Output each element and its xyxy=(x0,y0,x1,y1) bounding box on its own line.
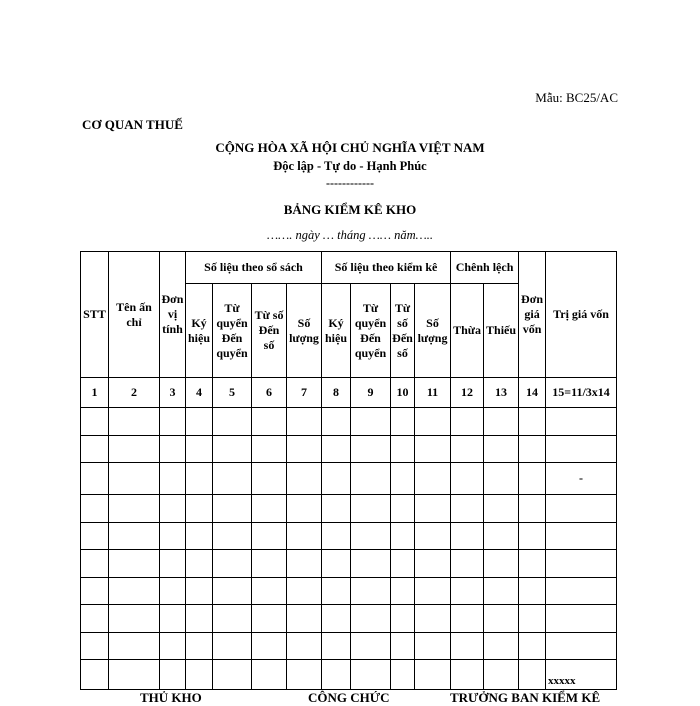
group-header-books: Số liệu theo sổ sách xyxy=(186,252,322,284)
group-header-count: Số liệu theo kiểm kê xyxy=(322,252,451,284)
group-header-diff: Chênh lệch xyxy=(451,252,519,284)
agency-name: CƠ QUAN THUẾ xyxy=(82,117,183,132)
col-number: 3 xyxy=(160,378,186,408)
books-qty-header: Số lượng xyxy=(287,284,322,378)
table-row xyxy=(81,463,617,495)
col-header-unit: Đơn vị tính xyxy=(160,252,186,378)
column-number-row xyxy=(81,378,617,408)
books-book-range-header xyxy=(213,284,252,378)
total-x-value: xxxxx xyxy=(546,660,617,690)
col-header-stt: STT xyxy=(81,252,109,378)
table-row xyxy=(81,495,617,523)
diff-surplus-header: Thừa xyxy=(451,284,484,378)
col-header-total: Trị giá vốn xyxy=(546,252,617,378)
count-to-no: Đến số xyxy=(392,330,413,360)
col-number: 8 xyxy=(322,378,351,408)
table-row xyxy=(81,408,617,436)
books-symbol-header: Ký hiệu xyxy=(186,284,213,378)
signature-storekeeper: THỦ KHO xyxy=(140,690,202,705)
total-dash-value: - xyxy=(546,463,617,495)
col-number: 5 xyxy=(213,378,252,408)
count-from-book: Từ quyển xyxy=(354,300,387,330)
count-from-no: Từ số xyxy=(394,300,411,330)
republic-title: CỘNG HÒA XÃ HỘI CHỦ NGHĨA VIỆT NAM xyxy=(215,140,485,155)
national-motto: Độc lập - Tự do - Hạnh Phúc xyxy=(273,159,427,173)
table-row xyxy=(81,605,617,633)
col-number: 10 xyxy=(391,378,415,408)
form-code: Mẫu: BC25/AC xyxy=(535,90,618,105)
count-qty-header: Số lượng xyxy=(415,284,451,378)
signature-official: CÔNG CHỨC xyxy=(308,690,390,705)
col-number: 4 xyxy=(186,378,213,408)
table-row xyxy=(81,435,617,463)
col-number: 11 xyxy=(415,378,451,408)
col-number: 2 xyxy=(109,378,160,408)
date-line: ……. ngày … tháng …… năm….. xyxy=(267,228,433,242)
books-from-no: Từ số xyxy=(254,308,284,322)
books-to-no: Đến số xyxy=(258,323,280,352)
col-number: 13 xyxy=(484,378,519,408)
table-row xyxy=(81,550,617,578)
col-header-unit-price: Đơn giá vốn xyxy=(519,252,546,378)
col-header-name: Tên ấn chỉ xyxy=(109,252,160,378)
count-book-range-header xyxy=(351,284,391,378)
table-row xyxy=(81,660,617,690)
signature-board-head: TRƯỞNG BAN KIỂM KÊ xyxy=(450,690,601,705)
table-row xyxy=(81,522,617,550)
books-from-book: Từ quyển xyxy=(216,300,248,330)
col-number: 1 xyxy=(81,378,109,408)
table-row xyxy=(81,632,617,660)
inventory-table xyxy=(80,251,617,690)
books-to-book: Đến quyển xyxy=(216,330,248,360)
count-number-range-header xyxy=(391,284,415,378)
table-row xyxy=(81,577,617,605)
header-row-groups xyxy=(81,252,617,284)
col-number: 12 xyxy=(451,378,484,408)
col-number-formula: 15=11/3x14 xyxy=(546,378,617,408)
books-number-range-header xyxy=(252,284,287,378)
col-number: 7 xyxy=(287,378,322,408)
motto-divider: ------------ xyxy=(326,176,374,190)
count-symbol-header: Ký hiệu xyxy=(322,284,351,378)
col-number: 14 xyxy=(519,378,546,408)
diff-shortage-header: Thiếu xyxy=(484,284,519,378)
document-title: BẢNG KIỂM KÊ KHO xyxy=(283,202,417,217)
col-number: 9 xyxy=(351,378,391,408)
count-to-book: Đến quyển xyxy=(354,330,387,360)
col-number: 6 xyxy=(252,378,287,408)
